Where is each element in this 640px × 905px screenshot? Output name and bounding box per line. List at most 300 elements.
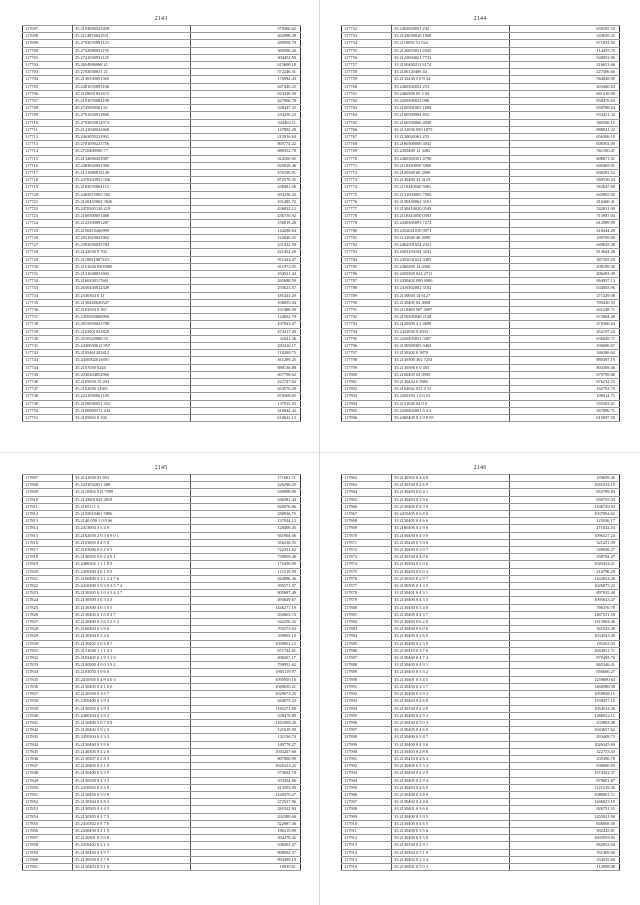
serial-number-cell: 35.2130410 0 4 6 3 bbox=[392, 755, 510, 762]
amount-cell: 304452.50 bbox=[191, 54, 301, 61]
serial-number-cell: 35.2107050 0244 bbox=[73, 364, 191, 371]
row-id-cell: 117817 bbox=[23, 547, 73, 554]
table-row bbox=[342, 647, 620, 654]
amount-cell: 1049630.21 bbox=[191, 683, 301, 690]
table-row bbox=[23, 791, 301, 798]
table-row bbox=[23, 518, 301, 525]
row-id-cell: 117783 bbox=[342, 249, 392, 256]
row-id-cell: 117898 bbox=[342, 734, 392, 741]
serial-number-cell: 35.2160400 0 2 1 2 4 7 6 bbox=[73, 575, 191, 582]
amount-cell: 1043831.71 bbox=[510, 647, 620, 654]
table-row bbox=[342, 270, 620, 277]
serial-number-cell: 35.2140305 0 0 2 4 9 1 bbox=[73, 554, 191, 561]
amount-cell: 898992.37 bbox=[191, 849, 301, 856]
serial-number-cell: 35.2241050061149 bbox=[73, 393, 191, 400]
serial-number-cell: 35.2410305 0 4 9 4 0 3 bbox=[73, 676, 191, 683]
amount-cell: 862033.04 bbox=[510, 842, 620, 849]
serial-number-cell: 35.2410302002 3182 bbox=[392, 285, 510, 292]
amount-cell: 671852.94 bbox=[510, 40, 620, 47]
row-id-cell: 117748 bbox=[23, 393, 73, 400]
table-row bbox=[23, 755, 301, 762]
table-row bbox=[23, 76, 301, 83]
serial-number-cell: 35.2130400 0 3 8 9 bbox=[392, 791, 510, 798]
amount-cell: 281922.94 bbox=[191, 806, 301, 813]
serial-number-cell: 35.2460302052 253 bbox=[392, 83, 510, 90]
row-id-cell: 117774 bbox=[342, 184, 392, 191]
row-id-cell: 117820 bbox=[23, 568, 73, 575]
serial-number-cell: 35.2130402 3 0 4 0 7 bbox=[73, 640, 191, 647]
serial-number-cell: 35.2183035064115 bbox=[73, 184, 191, 191]
row-id-cell: 117720 bbox=[23, 191, 73, 198]
amount-cell: 125936.17 bbox=[510, 518, 620, 525]
serial-number-cell: 35.2130400 0 4 3 0 bbox=[392, 640, 510, 647]
row-id-cell: 117826 bbox=[23, 611, 73, 618]
amount-cell: 112998.08 bbox=[510, 863, 620, 870]
table-row bbox=[342, 170, 620, 177]
amount-cell: 343659.31 bbox=[510, 33, 620, 40]
serial-number-cell: 35.2130400 0 6 0 6 bbox=[392, 626, 510, 633]
amount-cell: 853789.83 bbox=[510, 489, 620, 496]
row-id-cell: 117853 bbox=[23, 806, 73, 813]
serial-number-cell: 35.2160405 02 0995 bbox=[392, 371, 510, 378]
sheet-top-left bbox=[22, 14, 300, 446]
table-row bbox=[23, 806, 301, 813]
amount-cell: 1415904.46 bbox=[510, 619, 620, 626]
row-id-cell: 117779 bbox=[342, 220, 392, 227]
amount-cell: 615608.18 bbox=[191, 62, 301, 69]
amount-cell: 131136.74 bbox=[191, 734, 301, 741]
amount-cell: 436832.12 bbox=[191, 206, 301, 213]
row-id-cell: 117718 bbox=[23, 177, 73, 184]
table-row bbox=[342, 33, 620, 40]
row-id-cell: 117750 bbox=[23, 407, 73, 414]
serial-number-cell: 35.2141050 03 953 bbox=[73, 475, 191, 482]
amount-cell: 1029073.25 bbox=[191, 691, 301, 698]
amount-cell: 226296.25 bbox=[191, 482, 301, 489]
serial-number-cell: 35.2130350 0 4 4 8 bbox=[392, 705, 510, 712]
table-row bbox=[342, 705, 620, 712]
row-id-cell: 117823 bbox=[23, 590, 73, 597]
table-row bbox=[342, 134, 620, 141]
amount-cell: 1249470.27 bbox=[191, 791, 301, 798]
row-id-cell: 117885 bbox=[342, 640, 392, 647]
serial-number-cell: 35.2122100091287 bbox=[73, 220, 191, 227]
table-row bbox=[23, 378, 301, 385]
row-id-cell: 117907 bbox=[342, 799, 392, 806]
row-id-cell: 117805 bbox=[342, 407, 392, 414]
table-row bbox=[23, 170, 301, 177]
table-row bbox=[23, 655, 301, 662]
serial-number-cell: 35.2410402 0 2 1 3 bbox=[73, 842, 191, 849]
row-id-cell: 117809 bbox=[23, 489, 73, 496]
amount-cell: 789420.53 bbox=[510, 299, 620, 306]
serial-number-cell: 35.2460405 0 3 0 0 95 bbox=[392, 414, 510, 421]
amount-cell: 1059948.15 bbox=[510, 691, 620, 698]
row-id-cell: 117843 bbox=[23, 734, 73, 741]
serial-number-cell: 35.2130405 0 4 3 8 bbox=[392, 503, 510, 510]
table-row bbox=[23, 712, 301, 719]
row-id-cell: 117776 bbox=[342, 198, 392, 205]
row-id-cell: 117872 bbox=[342, 547, 392, 554]
table-row bbox=[23, 306, 301, 313]
serial-number-cell: 35.2430402 090 6906 bbox=[392, 278, 510, 285]
serial-number-cell: 35.2130020361 255 bbox=[392, 134, 510, 141]
serial-number-cell: 35.2105002 0 102 bbox=[73, 414, 191, 421]
amount-cell: 871744.81 bbox=[191, 647, 301, 654]
row-id-cell: 117723 bbox=[23, 213, 73, 220]
table-row bbox=[23, 784, 301, 791]
serial-number-cell: 35.2130402 5 0 2 3 bbox=[73, 727, 191, 734]
table-row bbox=[23, 820, 301, 827]
row-id-cell: 117824 bbox=[23, 597, 73, 604]
row-id-cell: 117711 bbox=[23, 126, 73, 133]
amount-cell: 1446277.19 bbox=[191, 604, 301, 611]
row-id-cell: 117709 bbox=[23, 112, 73, 119]
table-row bbox=[342, 249, 620, 256]
amount-cell: 267446.25 bbox=[191, 83, 301, 90]
row-id-cell: 117749 bbox=[23, 400, 73, 407]
table-row bbox=[342, 263, 620, 270]
horizontal-fold-line bbox=[0, 452, 640, 453]
row-id-cell: 117730 bbox=[23, 263, 73, 270]
row-id-cell: 117834 bbox=[23, 669, 73, 676]
serial-number-cell: 35.2140 050 1 0 0 66 bbox=[73, 518, 191, 525]
row-id-cell: 117713 bbox=[23, 141, 73, 148]
table-row bbox=[342, 62, 620, 69]
table-row bbox=[23, 134, 301, 141]
serial-number-cell: 35.2100000172 434 bbox=[73, 407, 191, 414]
serial-number-cell: 35.2160404 0 5 6 6 bbox=[73, 626, 191, 633]
table-row bbox=[342, 835, 620, 842]
amount-cell: 416460.41 bbox=[510, 198, 620, 205]
amount-cell: 902445.81 bbox=[510, 827, 620, 834]
amount-cell: 338401.27 bbox=[191, 842, 301, 849]
amount-cell: 235306.78 bbox=[510, 755, 620, 762]
serial-number-cell: 35.2114876641551 bbox=[73, 33, 191, 40]
row-id-cell: 117899 bbox=[342, 741, 392, 748]
amount-cell: 679799.86 bbox=[510, 371, 620, 378]
row-id-cell: 117852 bbox=[23, 799, 73, 806]
page-number-header: 2146 bbox=[473, 465, 487, 471]
row-id-cell: 117876 bbox=[342, 575, 392, 582]
serial-number-cell: 35.2130410020 0549 bbox=[392, 206, 510, 213]
serial-number-cell: 35.2130305 0 2 7 5 bbox=[73, 813, 191, 820]
row-id-cell: 117728 bbox=[23, 249, 73, 256]
amount-cell: 292603.73 bbox=[191, 611, 301, 618]
amount-cell: 234256.23 bbox=[191, 112, 301, 119]
table-row bbox=[23, 407, 301, 414]
amount-cell: 911444.47 bbox=[191, 256, 301, 263]
row-id-cell: 117704 bbox=[23, 76, 73, 83]
amount-cell: 321251.39 bbox=[510, 539, 620, 546]
amount-cell: 436750.92 bbox=[191, 213, 301, 220]
row-id-cell: 117714 bbox=[23, 148, 73, 155]
row-id-cell: 117729 bbox=[23, 256, 73, 263]
row-id-cell: 117773 bbox=[342, 177, 392, 184]
amount-cell: 893499.19 bbox=[191, 856, 301, 863]
row-id-cell: 117846 bbox=[23, 755, 73, 762]
table-row bbox=[23, 263, 301, 270]
serial-number-cell: 35.2463050031 232 bbox=[392, 26, 510, 33]
amount-cell: 656755.43 bbox=[510, 496, 620, 503]
amount-cell: 392478.42 bbox=[191, 835, 301, 842]
table-row bbox=[23, 350, 301, 357]
amount-cell: 231422.59 bbox=[191, 242, 301, 249]
row-id-cell: 117822 bbox=[23, 583, 73, 590]
amount-cell: 888041.22 bbox=[510, 126, 620, 133]
table-row bbox=[342, 662, 620, 669]
amount-cell: 104521.44 bbox=[191, 270, 301, 277]
table-row bbox=[342, 712, 620, 719]
amount-cell: 846068.50 bbox=[510, 820, 620, 827]
amount-cell: 1442034.28 bbox=[510, 575, 620, 582]
table-row bbox=[342, 220, 620, 227]
row-id-cell: 117908 bbox=[342, 806, 392, 813]
amount-cell: 1026875.22 bbox=[510, 583, 620, 590]
row-id-cell: 117811 bbox=[23, 503, 73, 510]
row-id-cell: 117819 bbox=[23, 561, 73, 568]
amount-cell: 879691.87 bbox=[510, 777, 620, 784]
serial-number-cell: 35.2130306 0 0 403 bbox=[392, 364, 510, 371]
table-row bbox=[23, 227, 301, 234]
table-row bbox=[342, 112, 620, 119]
amount-cell: 540052.06 bbox=[510, 54, 620, 61]
row-id-cell: 117786 bbox=[342, 270, 392, 277]
table-row bbox=[23, 475, 301, 482]
table-row bbox=[342, 590, 620, 597]
row-id-cell: 117767 bbox=[342, 134, 392, 141]
serial-number-cell: 35.2130500 4 0 0 3 9 2 bbox=[73, 662, 191, 669]
table-row bbox=[342, 539, 620, 546]
table-row bbox=[23, 547, 301, 554]
row-id-cell: 117875 bbox=[342, 568, 392, 575]
data-table bbox=[341, 474, 620, 871]
amount-cell: 656006.27 bbox=[510, 669, 620, 676]
serial-number-cell: 35.2130402 0 2 4 4 bbox=[392, 856, 510, 863]
table-row bbox=[23, 126, 301, 133]
row-id-cell: 117780 bbox=[342, 227, 392, 234]
serial-number-cell: 35.2450300033 088 bbox=[392, 98, 510, 105]
amount-cell: 208199.30 bbox=[510, 263, 620, 270]
amount-cell: 573692.78 bbox=[191, 770, 301, 777]
serial-number-cell: 35.2460304 0 3 9 2 bbox=[73, 712, 191, 719]
amount-cell: 786370.78 bbox=[510, 604, 620, 611]
serial-number-cell: 35.2130405 0 4 9 1 bbox=[392, 662, 510, 669]
table-row bbox=[342, 813, 620, 820]
amount-cell: 198514.71 bbox=[510, 393, 620, 400]
table-row bbox=[23, 256, 301, 263]
serial-number-cell: 35.2462501024 2321 bbox=[392, 242, 510, 249]
row-id-cell: 117702 bbox=[23, 62, 73, 69]
table-row bbox=[23, 148, 301, 155]
row-id-cell: 117816 bbox=[23, 539, 73, 546]
table-row bbox=[342, 784, 620, 791]
amount-cell: 101485.72 bbox=[191, 198, 301, 205]
table-row bbox=[23, 357, 301, 364]
serial-number-cell: 35.2123004021 7733 bbox=[392, 54, 510, 61]
serial-number-cell: 35.2130301 0 5 0 8 bbox=[73, 835, 191, 842]
table-row bbox=[342, 691, 620, 698]
amount-cell: 672604.40 bbox=[510, 314, 620, 321]
amount-cell: 722331.62 bbox=[191, 547, 301, 554]
table-row bbox=[342, 141, 620, 148]
amount-cell: 542031.09 bbox=[510, 206, 620, 213]
row-id-cell: 117881 bbox=[342, 611, 392, 618]
table-row bbox=[342, 227, 620, 234]
row-id-cell: 117737 bbox=[23, 314, 73, 321]
table-row bbox=[23, 83, 301, 90]
serial-number-cell: 35.2143030020 1568 bbox=[392, 33, 510, 40]
serial-number-cell: 35.2450400 12 3482 bbox=[392, 148, 510, 155]
table-row bbox=[342, 184, 620, 191]
row-id-cell: 117812 bbox=[23, 511, 73, 518]
amount-cell: 349948.27 bbox=[510, 547, 620, 554]
table-row bbox=[342, 525, 620, 532]
serial-number-cell: 35.2160430117661 bbox=[73, 278, 191, 285]
table-row bbox=[23, 597, 301, 604]
table-row bbox=[23, 842, 301, 849]
serial-number-cell: 35.2460209 14 4360 bbox=[392, 263, 510, 270]
table-row bbox=[342, 475, 620, 482]
amount-cell: 181441.20 bbox=[191, 292, 301, 299]
serial-number-cell: 35.2130401 0 3 6 0 bbox=[392, 806, 510, 813]
serial-number-cell: 35.2465015963 592 bbox=[73, 191, 191, 198]
table-row bbox=[23, 676, 301, 683]
serial-number-cell: 35.2450350 1 0 0 53 bbox=[392, 393, 510, 400]
amount-cell: 1095959.16 bbox=[191, 676, 301, 683]
serial-number-cell: 35.2130304 0 5 1 9 bbox=[392, 849, 510, 856]
serial-number-cell: 35.2452031022 3385 bbox=[392, 256, 510, 263]
amount-cell: 167488.59 bbox=[191, 306, 301, 313]
row-id-cell: 117866 bbox=[342, 503, 392, 510]
row-id-cell: 117803 bbox=[342, 393, 392, 400]
serial-number-cell: 35.2130401 0 5 0 3 bbox=[392, 863, 510, 870]
row-id-cell: 117900 bbox=[342, 748, 392, 755]
row-id-cell: 117909 bbox=[342, 813, 392, 820]
row-id-cell: 117782 bbox=[342, 242, 392, 249]
amount-cell: 395571.37 bbox=[191, 583, 301, 590]
amount-cell: 149778.27 bbox=[191, 741, 301, 748]
serial-number-cell: 35.2142030 9 702 bbox=[73, 249, 191, 256]
row-id-cell: 117794 bbox=[342, 328, 392, 335]
table-row bbox=[23, 242, 301, 249]
amount-cell: 171681.71 bbox=[191, 475, 301, 482]
table-row bbox=[342, 414, 620, 421]
serial-number-cell: 35.2130305 0 2 0 4 3 4 3 7 bbox=[73, 590, 191, 597]
amount-cell: 1045223.25 bbox=[191, 763, 301, 770]
serial-number-cell: 35.2120300 4 3 4698 bbox=[392, 321, 510, 328]
amount-cell: 713987.04 bbox=[510, 213, 620, 220]
serial-number-cell: 35.2450300 4 8 1 0 9 bbox=[73, 568, 191, 575]
amount-cell: 1455921.96 bbox=[510, 813, 620, 820]
row-id-cell: 117753 bbox=[342, 33, 392, 40]
row-id-cell: 117790 bbox=[342, 299, 392, 306]
row-id-cell: 117818 bbox=[23, 554, 73, 561]
serial-number-cell: 35.2791020911806 bbox=[73, 112, 191, 119]
table-row bbox=[23, 155, 301, 162]
amount-cell: 820076.86 bbox=[191, 503, 301, 510]
row-id-cell: 117863 bbox=[342, 482, 392, 489]
table-row bbox=[23, 590, 301, 597]
row-id-cell: 117697 bbox=[23, 26, 73, 33]
amount-cell: 264073.22 bbox=[191, 698, 301, 705]
serial-number-cell: 35.2130350 0 2 6 9 bbox=[392, 482, 510, 489]
table-row bbox=[23, 575, 301, 582]
serial-number-cell: 35.2102001041828 bbox=[73, 328, 191, 335]
row-id-cell: 117895 bbox=[342, 712, 392, 719]
amount-cell: 265688.59 bbox=[191, 278, 301, 285]
amount-cell: 608671.01 bbox=[510, 155, 620, 162]
serial-number-cell: 35.2410405 0 6 8 6 bbox=[392, 511, 510, 518]
row-id-cell: 117889 bbox=[342, 669, 392, 676]
serial-number-cell: 35.2143001045 2819 bbox=[73, 496, 191, 503]
data-table bbox=[22, 25, 301, 422]
table-row bbox=[342, 400, 620, 407]
serial-number-cell: 35.2130350 0 3 9 7 bbox=[73, 691, 191, 698]
amount-cell: 546381.44 bbox=[191, 496, 301, 503]
row-id-cell: 117849 bbox=[23, 777, 73, 784]
serial-number-cell: 35.2460300 05 2 04 bbox=[392, 90, 510, 97]
row-id-cell: 117879 bbox=[342, 597, 392, 604]
table-row bbox=[23, 503, 301, 510]
serial-number-cell: 35.2130450 0 4 9 7 bbox=[73, 849, 191, 856]
table-row bbox=[23, 626, 301, 633]
amount-cell: 183659.46 bbox=[510, 475, 620, 482]
serial-number-cell: 35.2130405 0 4 6 6 bbox=[392, 518, 510, 525]
row-id-cell: 117806 bbox=[342, 414, 392, 421]
amount-cell: 564848.00 bbox=[510, 76, 620, 83]
row-id-cell: 117871 bbox=[342, 539, 392, 546]
row-id-cell: 117851 bbox=[23, 791, 73, 798]
row-id-cell: 117715 bbox=[23, 155, 73, 162]
row-id-cell: 117904 bbox=[342, 777, 392, 784]
table-row bbox=[342, 342, 620, 349]
row-id-cell: 117756 bbox=[342, 54, 392, 61]
amount-cell: 656306.10 bbox=[510, 134, 620, 141]
amount-cell: 612989.99 bbox=[510, 220, 620, 227]
row-id-cell: 117882 bbox=[342, 619, 392, 626]
amount-cell: 623338.50 bbox=[191, 90, 301, 97]
serial-number-cell: 35.2150030051 352 bbox=[73, 400, 191, 407]
serial-number-cell: 35.2130452 0 3982 bbox=[392, 378, 510, 385]
amount-cell: 416844.42 bbox=[191, 407, 301, 414]
table-row bbox=[342, 597, 620, 604]
serial-number-cell: 35.2130400 5 0 7 9 8 bbox=[73, 719, 191, 726]
serial-number-cell: 35.2420403051 3307 bbox=[392, 335, 510, 342]
amount-cell: 365543.49 bbox=[510, 626, 620, 633]
serial-number-cell: 35.2105 0 1 3 bbox=[73, 503, 191, 510]
amount-cell: 636649.71 bbox=[510, 335, 620, 342]
row-id-cell: 117800 bbox=[342, 371, 392, 378]
row-id-cell: 117731 bbox=[23, 270, 73, 277]
serial-number-cell: 35.2110450050 5969 bbox=[392, 162, 510, 169]
serial-number-cell: 35.2781050221756 bbox=[73, 141, 191, 148]
serial-number-cell: 35.2130403 0 4 6 0 bbox=[392, 784, 510, 791]
row-id-cell: 117892 bbox=[342, 691, 392, 698]
amount-cell: 476199.91 bbox=[191, 170, 301, 177]
serial-number-cell: 35.2130405 0 4 6 5 bbox=[392, 820, 510, 827]
amount-cell: 563647.60 bbox=[510, 184, 620, 191]
amount-cell: 267886.71 bbox=[510, 407, 620, 414]
row-id-cell: 117864 bbox=[342, 489, 392, 496]
amount-cell: 114455.70 bbox=[510, 47, 620, 54]
serial-number-cell: 35.2130400 0 4 3 6 bbox=[392, 741, 510, 748]
serial-number-cell: 35.2483043061396 bbox=[73, 162, 191, 169]
amount-cell: 650185.55 bbox=[510, 26, 620, 33]
serial-number-cell: 35.2430030612 957 bbox=[73, 342, 191, 349]
row-id-cell: 117742 bbox=[23, 350, 73, 357]
row-id-cell: 117901 bbox=[342, 755, 392, 762]
